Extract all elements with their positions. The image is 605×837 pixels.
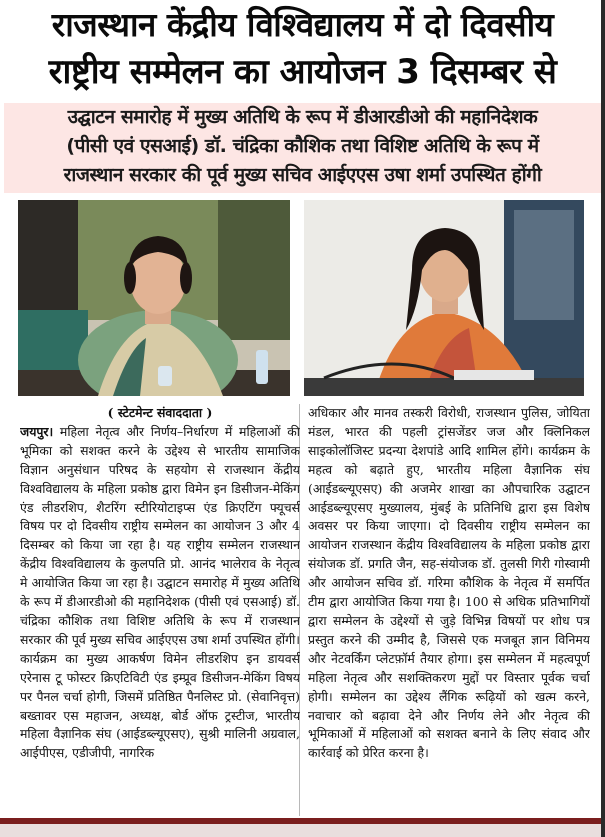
page-edge-shadow <box>601 0 605 837</box>
article-column-right <box>308 404 590 816</box>
subheadline-line-3: राजस्थान सरकार की पूर्व मुख्य सचिव आईएएस उषा शर्मा उपस्थित होंगी <box>63 164 542 186</box>
article-column-left <box>20 404 300 816</box>
subheadline-line-2: (पीसी एवं एसआई) डॉ. चंद्रिका कौशिक तथा विशिष्ट अतिथि के रूप में <box>66 135 539 157</box>
headline-line-1: राजस्थान केंद्रीय विश्विद्यालय में दो दिवसीय <box>51 5 554 44</box>
article-left-text: महिला नेतृत्व और निर्णय–निर्धारण में महिलाओं की भूमिका को सशक्त करने के उद्देश्य से भारतीय सामाजिक विज्ञान अनुसंधान परिषद के सहयोग से राजस्थान केंद्रीय विश्वविद्यालय के महिला प्रकोष्ठ द्वारा विमेन इन डिसीजन-मेकिंग एंड लीडरशिप, शैटरिंग स्टीरियोटाइप्स एंड क्रिएटिंग फ्यूचर्स विषय पर दो दिवसीय राष्ट्रीय सम्मेलन का आयोजन 3 और 4 दिसम्बर को किया जा रहा है। यह राष्ट्रीय सम्मेलन राजस्थान केंद्रीय विश्वविद्यालय के कुलपति प्रो. आनंद भालेराव के नेतृत्व मे आयोजित किया जा रहा है। उद्घाटन समारोह में मुख्य अतिथि के रूप में डीआरडीओ की महानिदेशक (पीसी एवं एसआई) डॉ. चंद्रिका कौशिक तथा विशिष्ट अतिथि के रूप में राजस्थान सरकार की पूर्व मुख्य सचिव आईएएस उषा शर्मा उपस्थित होंगी। कार्यक्रम का मुख्य आकर्षण विमेन लीडरशिप इन डायवर्स एरेनास टू फोस्टर क्रिएटिविटी एंड इम्प्रूव डिसीजन-मेकिंग विषय पर पैनल चर्चा होगी, जिसमें प्रतिष्ठित पैनलिस्ट प्रो. (सेवानिवृत्त) बख्तावर एस महाजन, अध्यक्ष, बोर्ड ऑफ ट्रस्टीज, भारतीय महिला वैज्ञानिक संघ (आईडब्ल्यूएसए), सुश्री मालिनी अग्रवाल, आईपीएस, एडीजीपी, नागरिक <box>20 423 300 761</box>
article-body <box>10 404 600 816</box>
article-right-text: अधिकार और मानव तस्करी विरोधी, राजस्थान पुलिस, जोयिता मंडल, भारत की पहली ट्रांसजेंडर जज और क्लिनिकल साइकोलॉजिस्ट प्रदन्या देशपांडे आदि शामिल होंगे। कार्यक्रम के महत्व को बढ़ाते हुए, भारतीय महिला वैज्ञानिक संघ (आईडब्ल्यूएसए) की अजमेर शाखा का औपचारिक उद्घाटन आईडब्ल्यूएसए मुख्यालय, मुंबई के प्रतिनिधि द्वारा इस विशेष अवसर पर किया जाएगा। दो दिवसीय राष्ट्रीय सम्मेलन का आयोजन राजस्थान केंद्रीय विश्वविद्यालय के महिला प्रकोष्ठ द्वारा संयोजक डॉ. प्रगति जैन, सह-संयोजक डॉ. तुलसी गिरी गोस्वामी और आयोजन सचिव डॉ. गरिमा कौशिक के नेतृत्व में समर्पित टीम द्वारा आयोजित किया गया है। 100 से अधिक प्रतिभागियों द्वारा सम्मेलन के उद्देश्यों से जुड़े विभिन्न विषयों पर शोध पत्र प्रस्तुत करने की उम्मीद है, जिससे एक मजबूत ज्ञान विनिमय और नेटवर्किंग प्लेटफ़ॉर्म तैयार होगा। इस सम्मेलन में महत्वपूर्ण महिला नेतृत्व और सशक्तिकरण मुद्दों पर विस्तार पूर्वक चर्चा होगी। सम्मेलन का उद्देश्य लैंगिक रूढ़ियों को खत्म करने, नवाचार को बढ़ावा देने और निर्णय लेने और नेतृत्व की भूमिकाओं में महिलाओं को सशक्त बनाने के लिए संवाद और कार्रवाई को प्रेरित करना है। <box>308 405 590 761</box>
headline <box>4 2 601 100</box>
article-dateline: जयपुर। <box>20 423 54 439</box>
subheadline-line-1: उद्घाटन समारोह में मुख्य अतिथि के रूप में डीआरडीओ की महानिदेशक <box>67 106 538 128</box>
photo-right-portrait <box>304 200 584 396</box>
article-byline: ( स्टेटमेन्ट संवाददाता ) <box>107 405 213 420</box>
headline-line-2: राष्ट्रीय सम्मेलन का आयोजन 3 दिसम्बर से <box>48 52 557 92</box>
subheadline <box>4 103 601 193</box>
photo-left-portrait <box>18 200 290 396</box>
bottom-strip <box>0 818 605 837</box>
